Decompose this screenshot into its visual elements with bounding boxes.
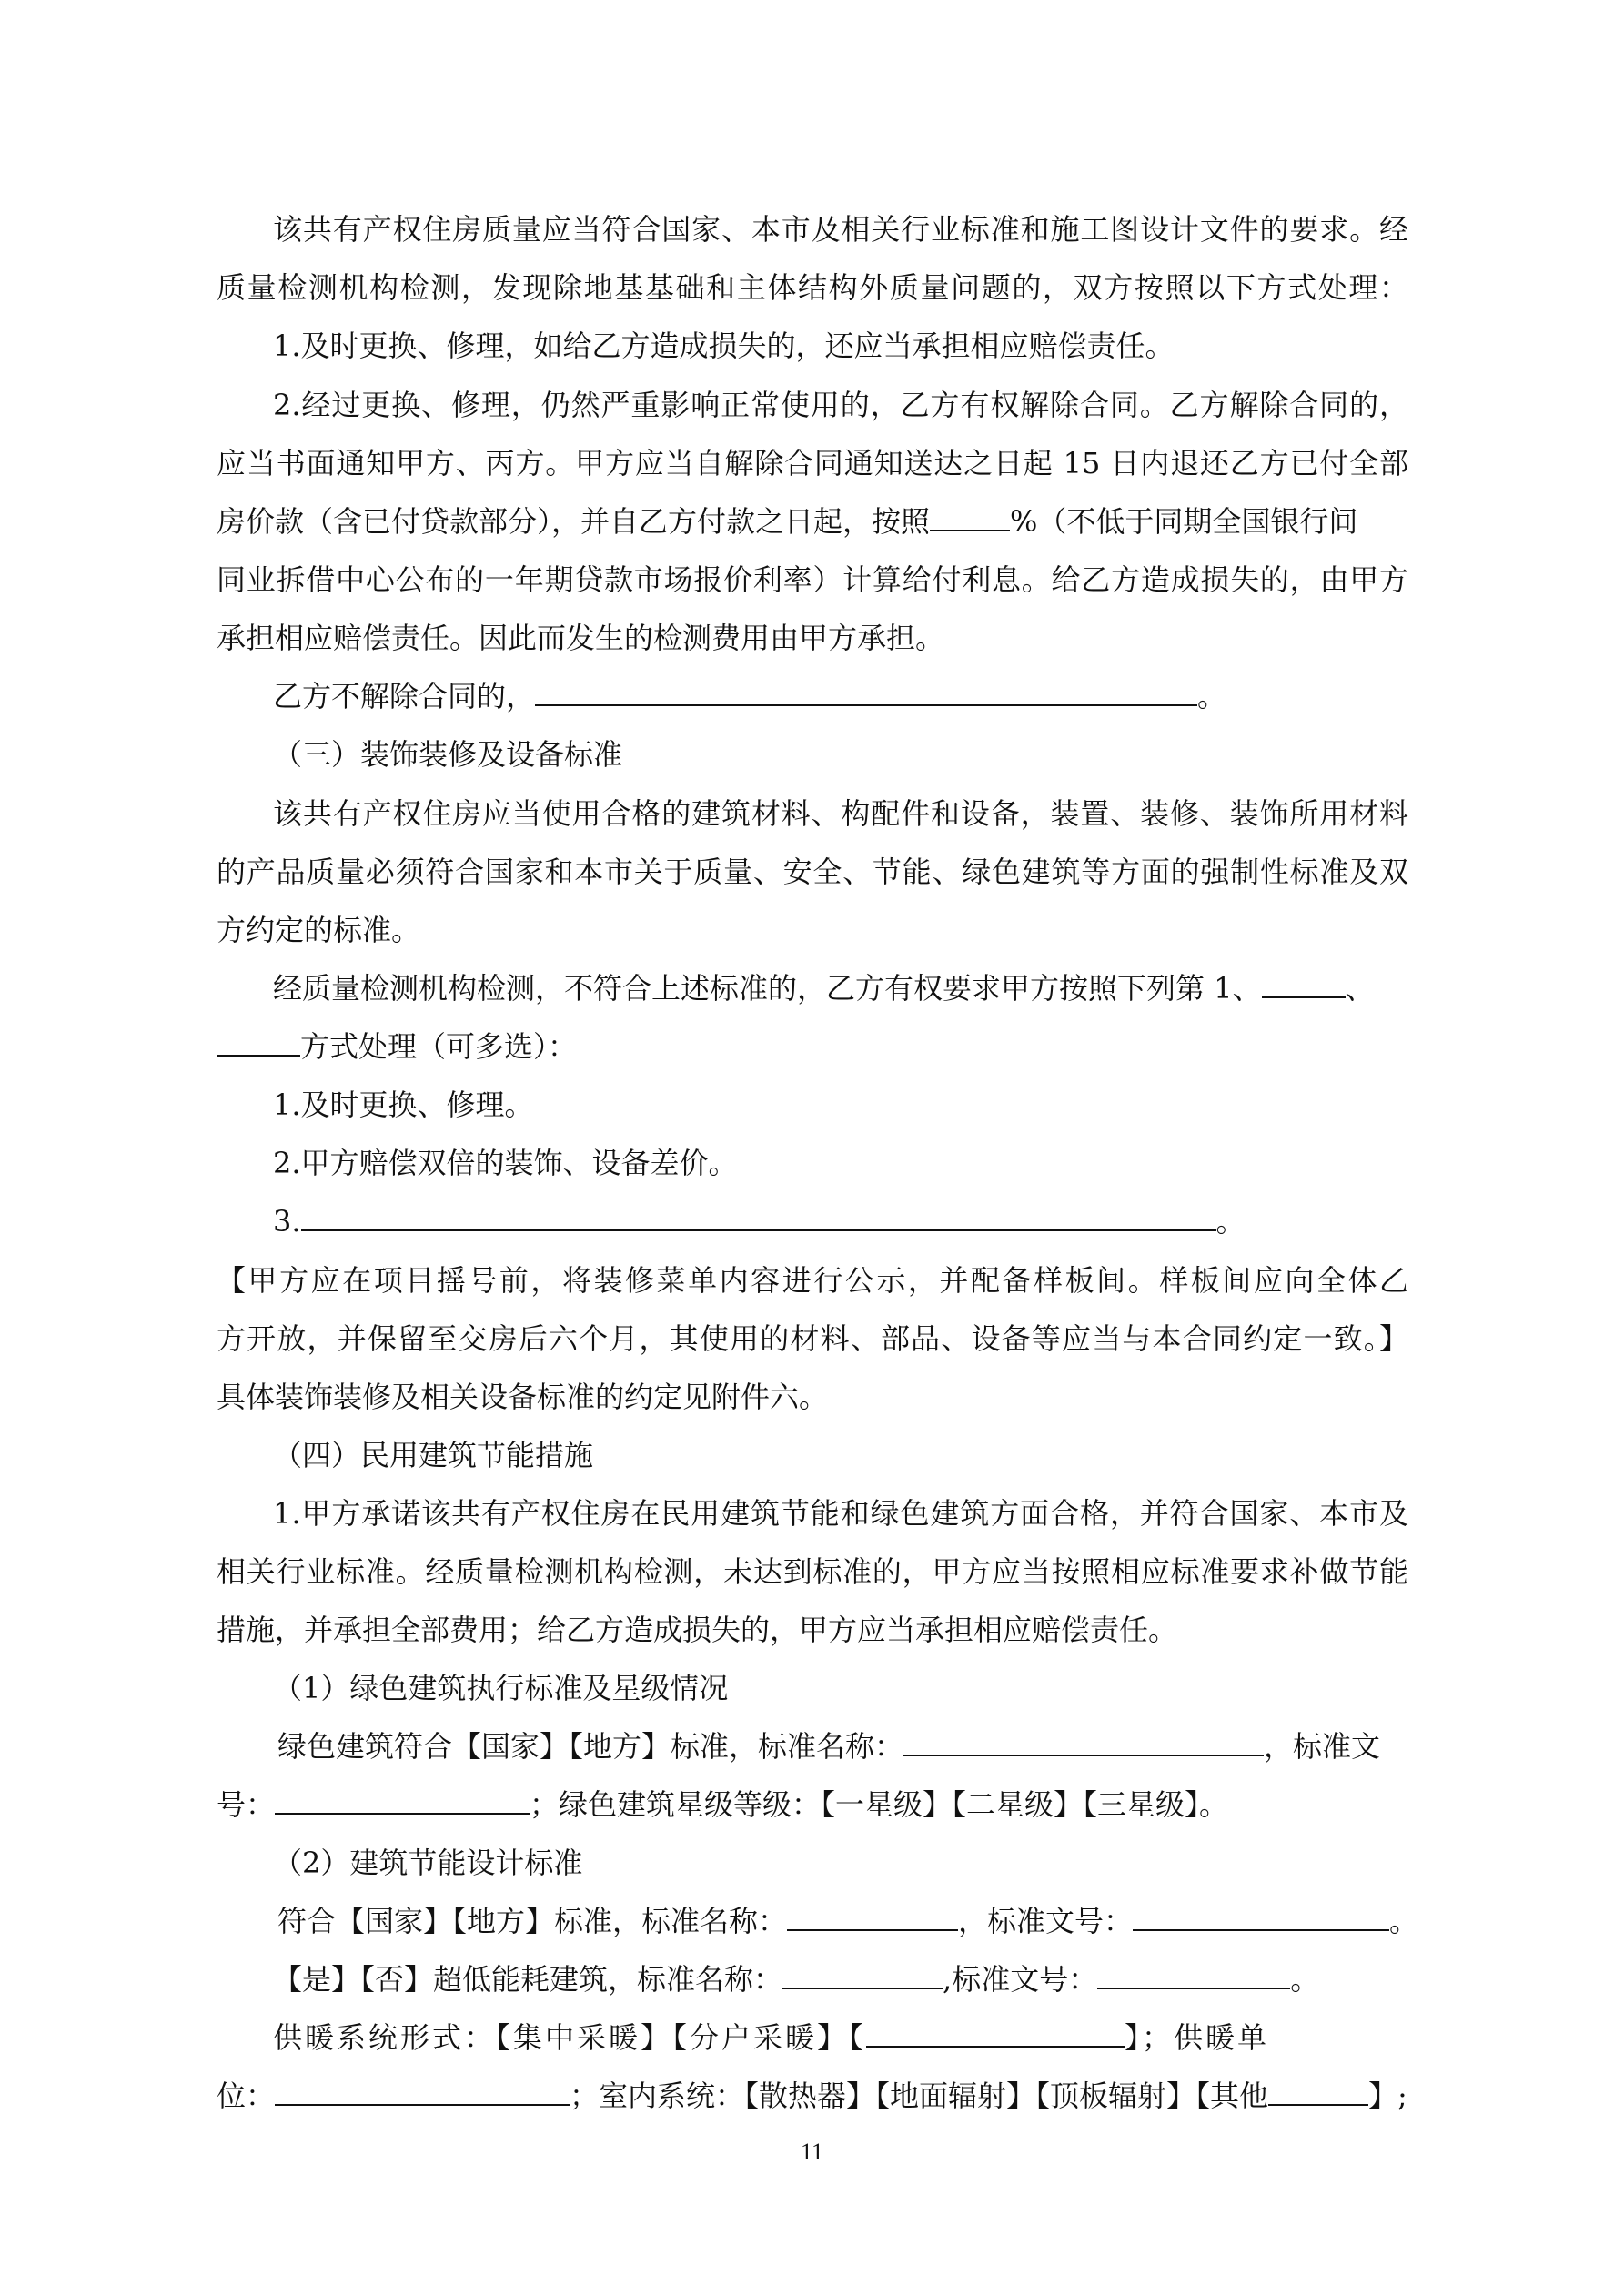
energy-para-line1: 1.甲方承诺该共有产权住房在民用建筑节能和绿色建筑方面合格，并符合国家、本市及 (273, 1496, 1408, 1531)
ultra-low-standard-number-blank[interactable] (1097, 1962, 1290, 1989)
period-mark: 。 (1215, 1204, 1246, 1239)
green-standard-text-2: ，标准文 (1264, 1729, 1381, 1764)
ultra-low-energy-text-2: ,标准文号： (943, 1962, 1098, 1997)
section-4-heading: （四）民用建筑节能措施 (273, 1438, 594, 1472)
heating-system-text: 供暖系统形式：【集中采暖】【分户采暖】【 (273, 2020, 867, 2055)
para-decoration-line2: 的产品质量必须符合国家和本市关于质量、安全、节能、绿色建筑等方面的强制性标准及双 (217, 855, 1408, 889)
item-2-line3 (217, 503, 1408, 540)
option-2: 2.甲方赔偿双倍的装饰、设备差价。 (273, 1146, 738, 1180)
green-standard-name-blank[interactable] (903, 1729, 1264, 1756)
para-decoration-line1: 该共有产权住房应当使用合格的建筑材料、构配件和设备，装置、装修、装饰所用材料 (273, 796, 1408, 831)
green-standard-line1 (277, 1728, 1469, 1765)
item-2-line3-text-b: %（不低于同期全国银行间 (1010, 504, 1358, 539)
bracket-note-line1: 【甲方应在项目摇号前，将装修菜单内容进行公示，并配备样板间。样板间应向全体乙 (217, 1263, 1408, 1298)
para-inspection-text-2: 方式处理（可多选）： (300, 1029, 578, 1064)
heating-system-text-2: 】；供暖单 (1125, 2020, 1270, 2055)
no-termination-blank[interactable] (535, 679, 1197, 706)
energy-standard-name-blank[interactable] (787, 1904, 958, 1931)
energy-design-standard (277, 1903, 1469, 1939)
interest-rate-blank[interactable] (930, 504, 1010, 531)
comma-mark: 、 (1345, 971, 1375, 1006)
option-1: 1.及时更换、修理。 (273, 1087, 534, 1122)
green-standard-line2 (217, 1786, 1408, 1823)
energy-standard-number-blank[interactable] (1133, 1904, 1389, 1931)
green-standard-number-blank[interactable] (275, 1787, 530, 1815)
indoor-system-other-blank[interactable] (1268, 2079, 1368, 2106)
option-3-label: 3. (273, 1204, 301, 1239)
energy-para-line2: 相关行业标准。经质量检测机构检测，未达到标准的，甲方应当按照相应标准要求补做节能 (217, 1554, 1408, 1589)
attachment-six-reference: 具体装饰装修及相关设备标准的约定见附件六。 (217, 1380, 829, 1414)
energy-design-text-2: ，标准文号： (958, 1904, 1134, 1938)
ultra-low-energy-text: 【是】【否】超低能耗建筑，标准名称： (273, 1962, 783, 1997)
heating-system-line2 (217, 2078, 1408, 2114)
period-mark: 。 (1389, 1904, 1419, 1938)
item-1-replace-repair: 1.及时更换、修理，如给乙方造成损失的，还应当承担相应赔偿责任。 (273, 329, 1175, 363)
energy-design-text: 符合【国家】【地方】标准，标准名称： (277, 1904, 788, 1938)
para-decoration-line3: 方约定的标准。 (217, 913, 421, 947)
option-blank-1[interactable] (1262, 971, 1346, 998)
para-quality-line2: 质量检测机构检测，发现除地基基础和主体结构外质量问题的，双方按照以下方式处理： (217, 270, 1408, 305)
item-2-line5: 承担相应赔偿责任。因此而发生的检测费用由甲方承担。 (217, 621, 945, 655)
item-2-line4: 同业拆借中心公布的一年期贷款市场报价利率）计算给付利息。给乙方造成损失的，由甲方 (217, 562, 1408, 597)
ultra-low-standard-name-blank[interactable] (782, 1962, 943, 1989)
heating-system-line1 (273, 2019, 1465, 2056)
no-termination-line (273, 678, 1465, 714)
period-mark: 。 (1290, 1962, 1320, 1997)
subsection-energy-design: （2）建筑节能设计标准 (273, 1846, 583, 1880)
energy-para-line3: 措施，并承担全部费用；给乙方造成损失的，甲方应当承担相应赔偿责任。 (217, 1613, 1178, 1647)
green-standard-text: 绿色建筑符合【国家】【地方】标准，标准名称： (277, 1729, 904, 1764)
ultra-low-energy-line (273, 1961, 1465, 1998)
heating-system-other-blank[interactable] (866, 2020, 1125, 2048)
green-star-rating: ；绿色建筑星级等级：【一星级】【二星级】【三星级】。 (530, 1787, 1229, 1822)
para-inspection-line2 (217, 1028, 1408, 1065)
para-inspection-text: 经质量检测机构检测，不符合上述标准的，乙方有权要求甲方按照下列第 1、 (273, 971, 1262, 1006)
item-2-line2: 应当书面通知甲方、丙方。甲方应当自解除合同通知送达之日起 15 日内退还乙方已付全部 (217, 446, 1408, 480)
item-2-line1: 2.经过更换、修理，仍然严重影响正常使用的，乙方有权解除合同。乙方解除合同的， (273, 388, 1408, 422)
section-3-heading: （三）装饰装修及设备标准 (273, 737, 623, 772)
standard-number-label: 号： (217, 1787, 276, 1822)
bracket-note-line2: 方开放，并保留至交房后六个月，其使用的材料、部品、设备等应当与本合同约定一致。】 (217, 1321, 1408, 1356)
no-termination-label: 乙方不解除合同的， (273, 679, 536, 713)
heating-unit-blank[interactable] (275, 2079, 570, 2106)
option-3-blank[interactable] (301, 1204, 1216, 1231)
indoor-system-options: ；室内系统：【散热器】【地面辐射】【顶板辐射】【其他 (570, 2079, 1269, 2113)
page-number: 11 (800, 2139, 824, 2165)
para-inspection-line1 (273, 970, 1465, 1006)
option-3 (273, 1203, 1465, 1239)
subsection-green-building: （1）绿色建筑执行标准及星级情况 (273, 1671, 729, 1705)
para-quality-line1: 该共有产权住房质量应当符合国家、本市及相关行业标准和施工图设计文件的要求。经 (273, 212, 1408, 247)
heating-unit-label: 位： (217, 2079, 276, 2113)
period-mark: 。 (1197, 679, 1227, 713)
option-blank-2[interactable] (217, 1029, 300, 1057)
item-2-line3-text-a: 房价款（含已付贷款部分），并自乙方付款之日起，按照 (217, 504, 931, 539)
line-end-mark: 】; (1368, 2079, 1407, 2113)
